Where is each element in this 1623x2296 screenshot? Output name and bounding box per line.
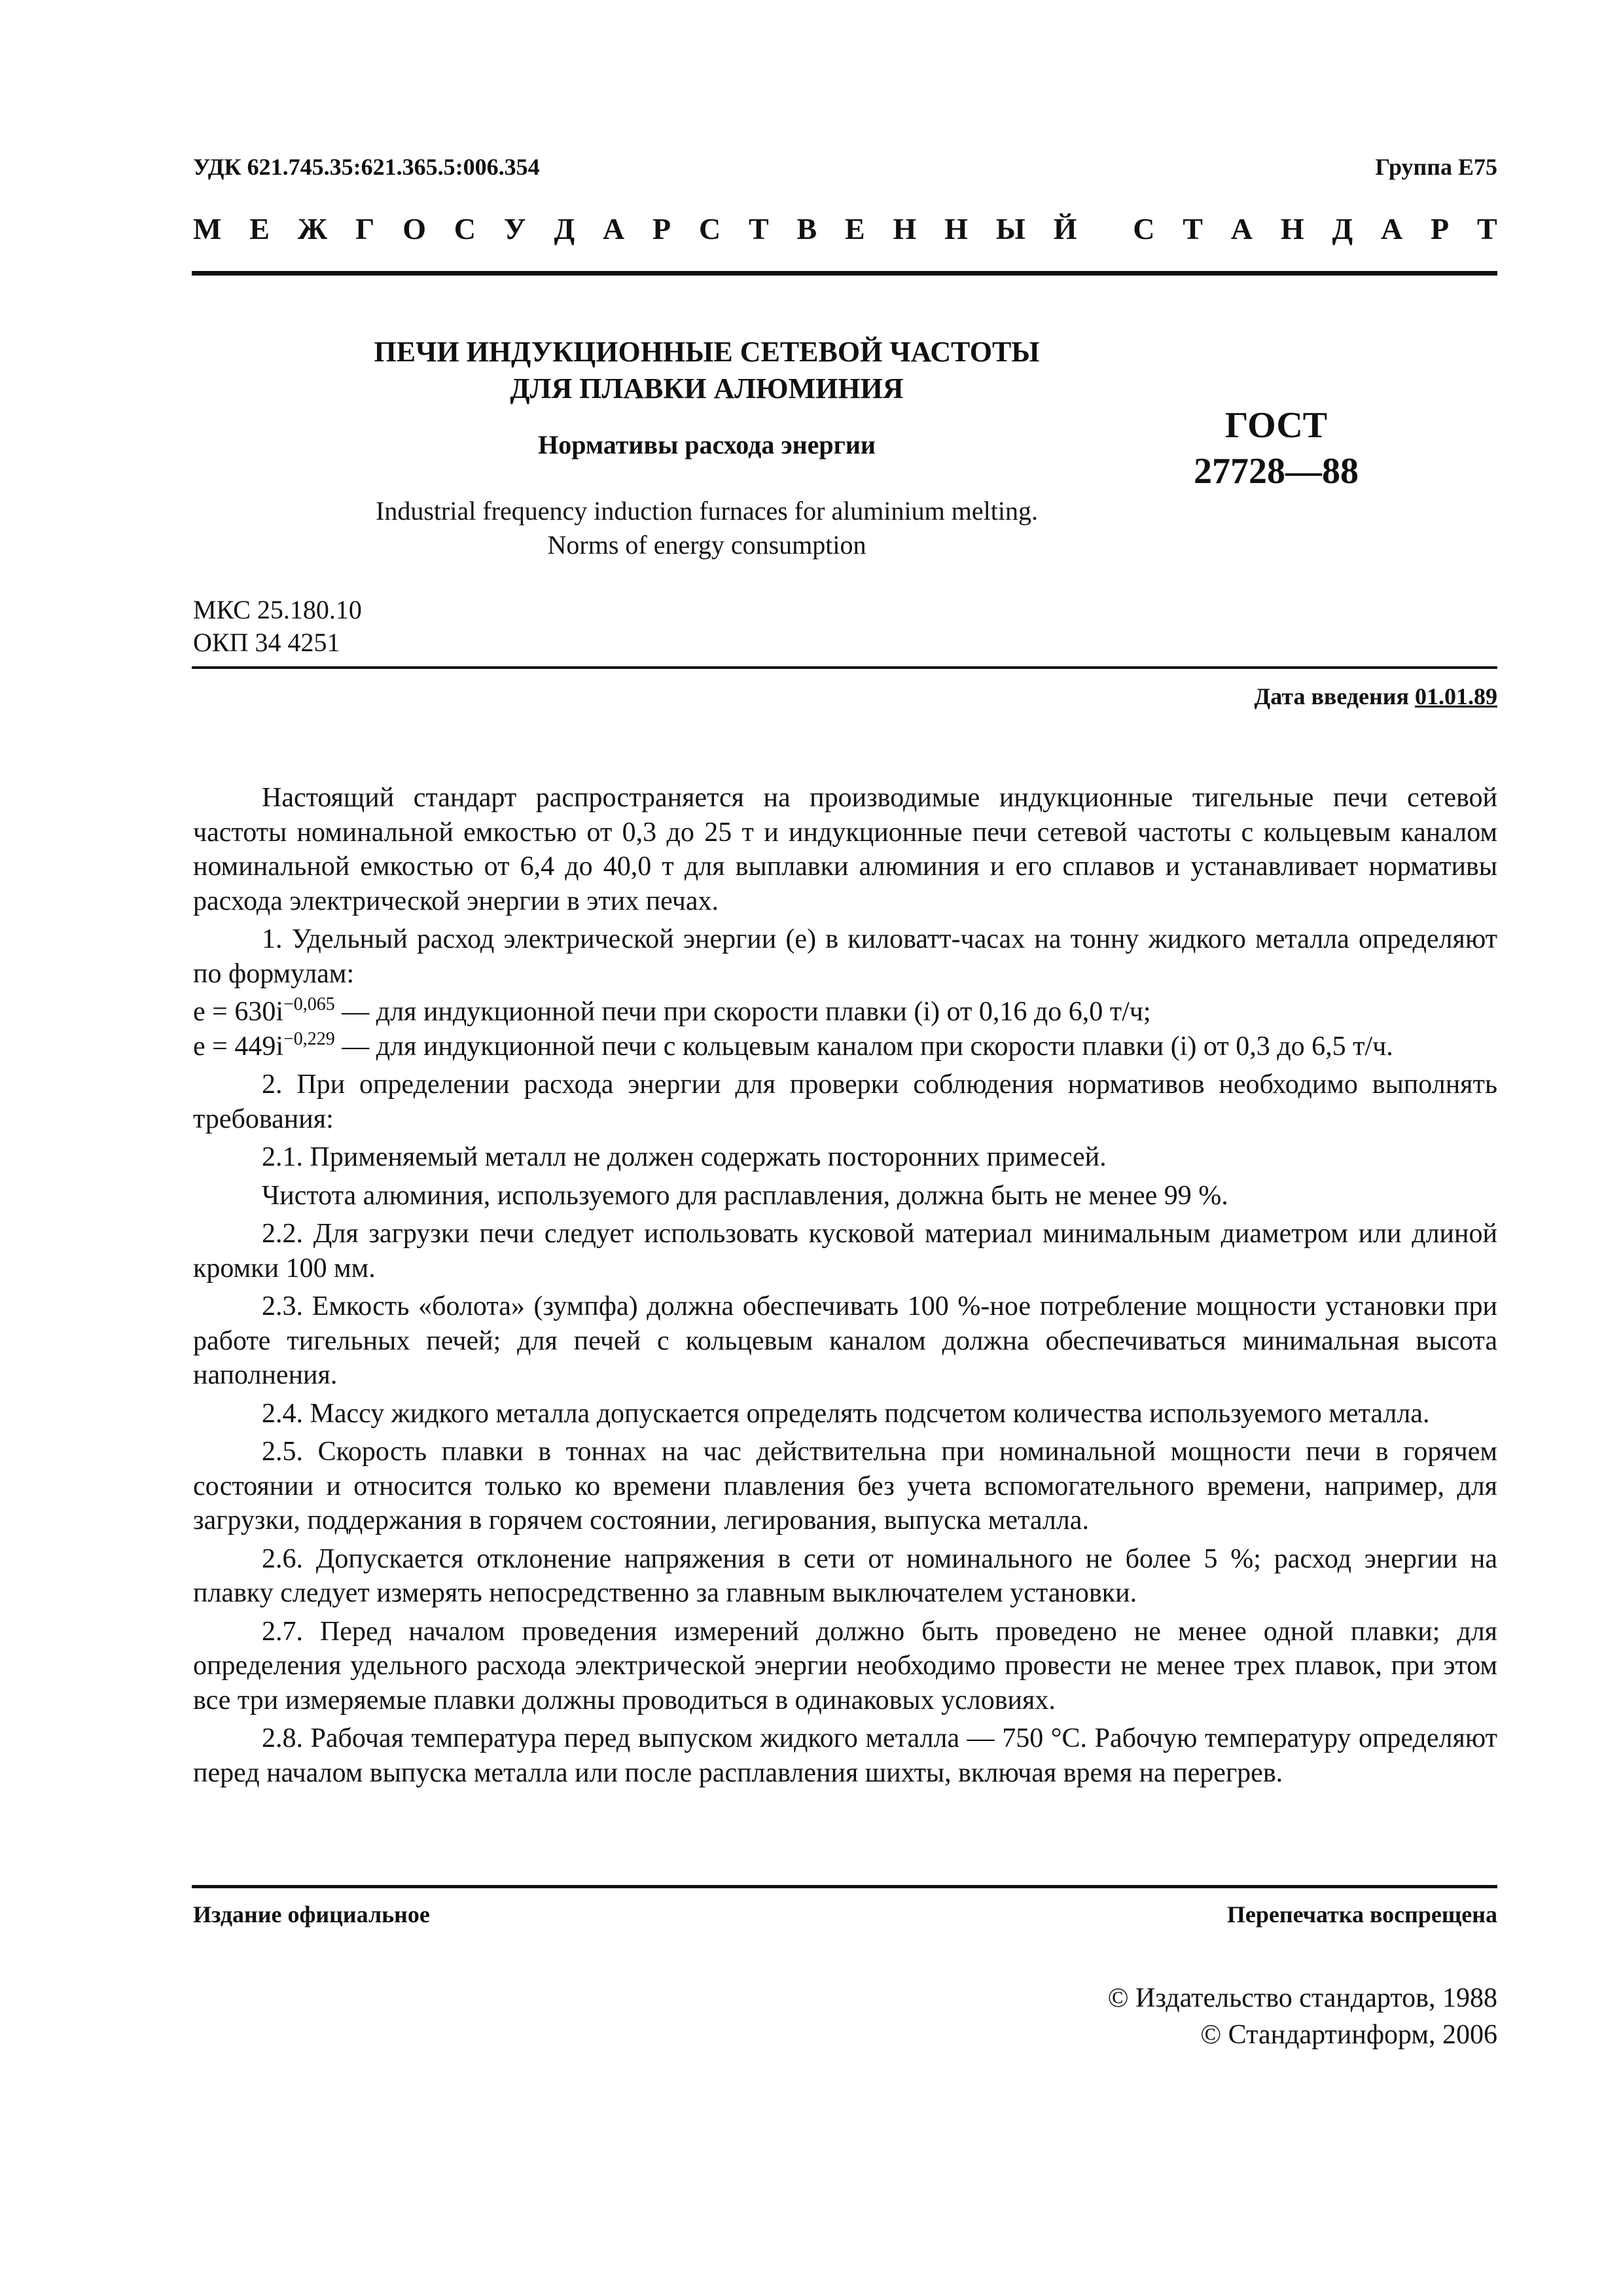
- heading-letter: Р: [1431, 212, 1450, 245]
- formula-1: [193, 995, 1497, 1030]
- formula-2-exponent: −0,229: [283, 1028, 335, 1049]
- heading-letter: Н: [944, 212, 968, 245]
- heading-letter: Ж: [297, 212, 328, 245]
- formula-1-text: — для индукционной печи при скорости плавки (i) от 0,16 до 6,0 т/ч;: [334, 997, 1151, 1027]
- paragraph-2-6: 2.6. Допускается отклонение напряжения в сети от номинального не более 5 %; расход энергии на плавку следует измерять непосредственно за главным выключателем установки.: [193, 1543, 1497, 1608]
- effective-date: [1255, 683, 1498, 710]
- heading-letter: Й: [1053, 212, 1077, 245]
- gost-designation: [1113, 403, 1440, 494]
- footer-divider: [192, 1885, 1497, 1888]
- heading-letter: Т: [1183, 212, 1203, 245]
- formula-2: [193, 1030, 1497, 1064]
- heading-letter: С: [454, 212, 476, 245]
- heading-letter: О: [402, 212, 426, 245]
- document-body: [193, 781, 1497, 1794]
- english-title-line-2: Norms of energy consumption: [547, 530, 866, 560]
- gost-number: 27728—88: [1194, 451, 1359, 492]
- paragraph-2-1: 2.1. Применяемый металл не должен содержать посторонних примесей.: [262, 1142, 1107, 1172]
- document-title: [281, 334, 1132, 407]
- heading-letter: Г: [355, 212, 375, 245]
- paragraph-2-1b: Чистота алюминия, используемого для расплавления, должна быть не менее 99 %.: [262, 1180, 1228, 1211]
- formula-1-base: e = 630i: [193, 997, 283, 1027]
- heading-letter: М: [193, 212, 222, 245]
- heading-letter: Е: [249, 212, 270, 245]
- title-line-1: ПЕЧИ ИНДУКЦИОННЫЕ СЕТЕВОЙ ЧАСТОТЫ: [374, 336, 1040, 368]
- english-title-line-1: Industrial frequency induction furnaces for aluminium melting.: [376, 496, 1038, 526]
- title-line-2: ДЛЯ ПЛАВКИ АЛЮМИНИЯ: [510, 372, 904, 404]
- formula-2-text: — для индукционной печи с кольцевым каналом при скорости плавки (i) от 0,3 до 6,5 т/ч.: [334, 1031, 1393, 1062]
- classifier-codes: [193, 594, 362, 659]
- copyright-2006: © Стандартинформ, 2006: [1200, 2020, 1497, 2050]
- heading-letter: С: [1133, 212, 1155, 245]
- heading-letter: А: [1230, 212, 1253, 245]
- udk-code: УДК 621.745.35:621.365.5:006.354: [193, 154, 540, 180]
- heading-letter: Е: [845, 212, 865, 245]
- header-divider: [192, 271, 1497, 276]
- heading-letter: Т: [749, 212, 769, 245]
- paragraph-2-5: 2.5. Скорость плавки в тоннах на час действительна при номинальной мощности печи в горячем состоянии и относится только ко времени плавления без учета вспомогательного времени, например, для загрузки, поддержания в горячем состоянии, легирования, выпуска металла.: [193, 1437, 1497, 1535]
- effective-date-label: Дата введения: [1254, 683, 1409, 709]
- heading-letter: С: [698, 212, 721, 245]
- formula-2-base: e = 449i: [193, 1031, 283, 1062]
- interstate-standard-heading: [193, 211, 1497, 246]
- mks-code: МКС 25.180.10: [193, 595, 362, 624]
- intro-paragraph: Настоящий стандарт распространяется на производимые индукционные тигельные печи сетевой частоты номинальной емкостью от 0,3 до 25 т и индукционные печи сетевой частоты с кольцевым каналом номинальной емкостью от 6,4 до 40,0 т для выплавки алюминия и его сплавов и устанавливает нормативы расхода электрической энергии в этих печах.: [193, 783, 1497, 916]
- formula-1-exponent: −0,065: [283, 994, 335, 1014]
- copyright-1988: © Издательство стандартов, 1988: [1107, 1983, 1497, 2013]
- paragraph-2-7: 2.7. Перед началом проведения измерений должно быть проведено не менее одной плавки; для определения удельного расхода электрической энергии необходимо провести не менее трех плавок, при этом все три измеряемые плавки должны проводиться в одинаковых условиях.: [193, 1616, 1497, 1715]
- paragraph-2-4: 2.4. Массу жидкого металла допускается определять подсчетом количества используемого металла.: [262, 1398, 1430, 1429]
- group-code: Группа Е75: [1375, 154, 1497, 180]
- document-subtitle: Нормативы расхода энергии: [538, 430, 876, 459]
- heading-letter: А: [602, 212, 625, 245]
- heading-letter: У: [503, 212, 526, 245]
- classifier-divider: [192, 666, 1497, 669]
- okp-code: ОКП 34 4251: [193, 628, 340, 657]
- effective-date-value: 01.01.89: [1415, 683, 1497, 709]
- heading-letter: Н: [893, 212, 917, 245]
- heading-letter: Т: [1476, 212, 1497, 245]
- paragraph-1: 1. Удельный расход электрической энергии (e) в киловатт-часах на тонну жидкого металла определяют по формулам:: [193, 924, 1497, 989]
- heading-letter: Ы: [995, 212, 1026, 245]
- paragraph-2-3: 2.3. Емкость «болота» (зумпфа) должна обеспечивать 100 %-ное потребление мощности установки при работе тигельных печей; для печей с кольцевым каналом должна обеспечиваться минимальная высота наполнения.: [193, 1291, 1497, 1390]
- heading-letter: А: [1380, 212, 1403, 245]
- english-title: [281, 494, 1132, 562]
- copyright-block: [1108, 1980, 1497, 2053]
- heading-letter: Д: [1332, 212, 1353, 245]
- reprint-prohibited: Перепечатка воспрещена: [1226, 1901, 1497, 1928]
- heading-letter: В: [796, 212, 817, 245]
- heading-letter: Д: [554, 212, 575, 245]
- heading-letter: Р: [652, 212, 671, 245]
- paragraph-2-8: 2.8. Рабочая температура перед выпуском жидкого металла — 750 °С. Рабочую температуру определяют перед началом выпуска металла или после расплавления шихты, включая время на перегрев.: [193, 1723, 1497, 1788]
- official-edition: Издание официальное: [193, 1901, 430, 1928]
- gost-label: ГОСТ: [1224, 405, 1328, 446]
- heading-letter: Н: [1280, 212, 1304, 245]
- paragraph-2: 2. При определении расхода энергии для проверки соблюдения нормативов необходимо выполнять требования:: [193, 1069, 1497, 1134]
- paragraph-2-2: 2.2. Для загрузки печи следует использовать кусковой материал минимальным диаметром или длиной кромки 100 мм.: [193, 1219, 1497, 1283]
